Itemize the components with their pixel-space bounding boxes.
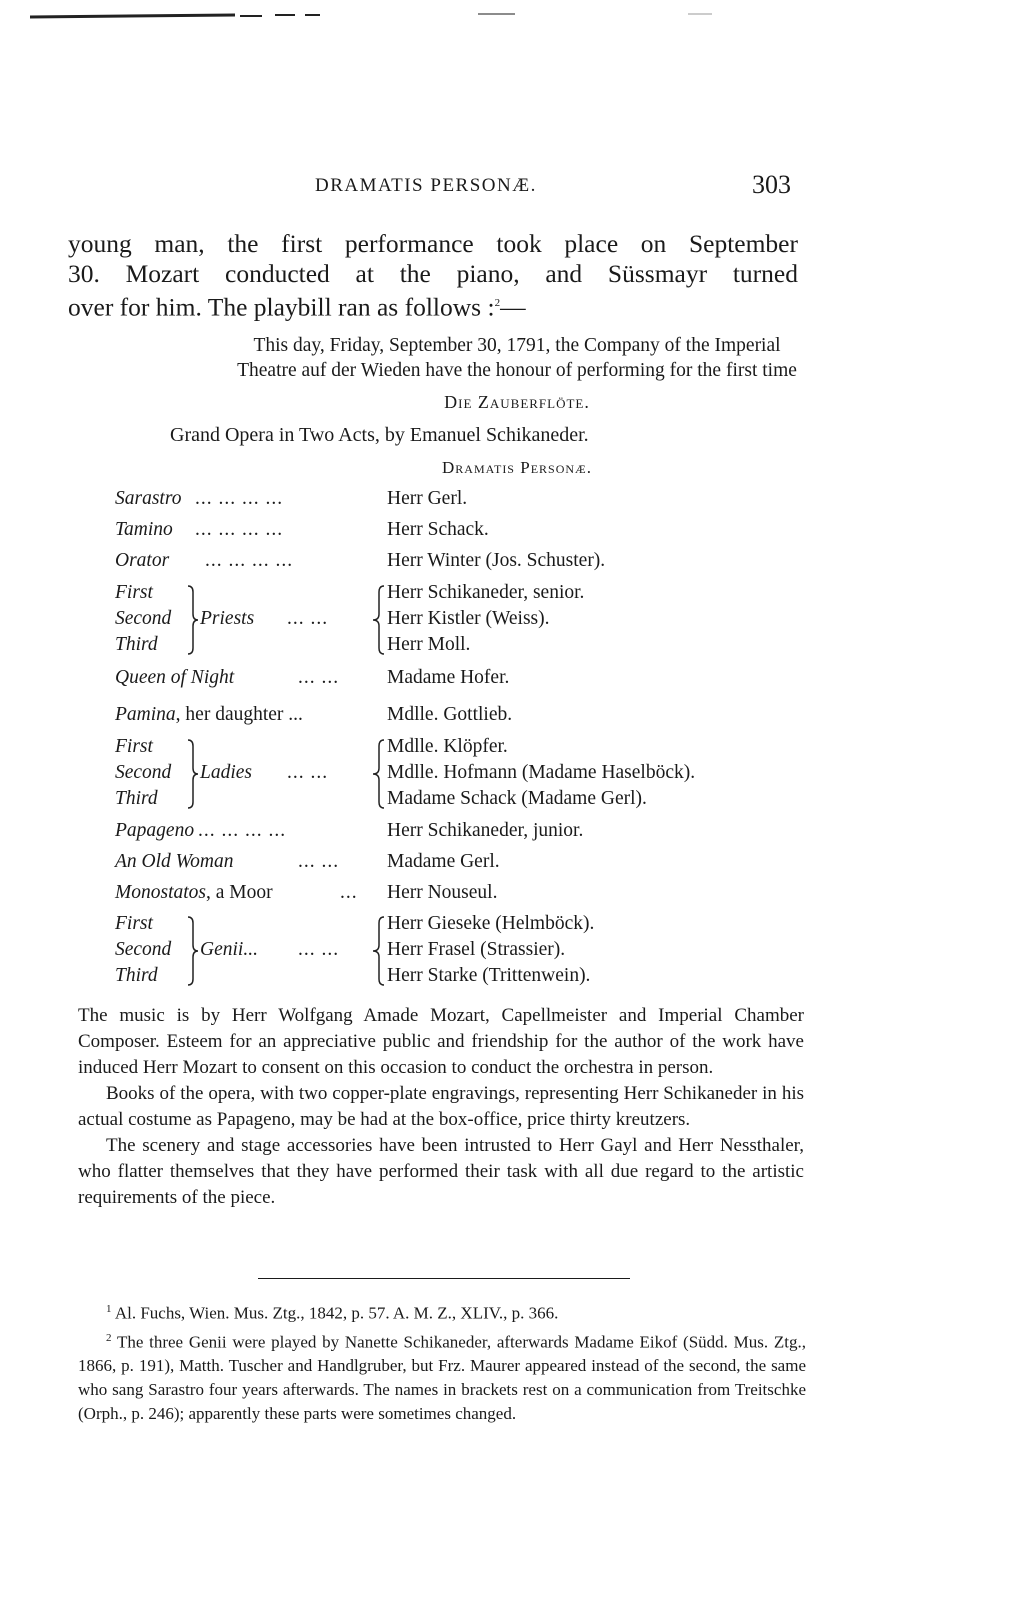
actor-name: Madame Schack (Madame Gerl).	[387, 788, 647, 809]
group-label: Priests	[200, 608, 255, 629]
leader-dots: ...	[340, 882, 358, 903]
body-text-line	[68, 287, 798, 324]
right-brace-icon	[186, 584, 200, 656]
role-name-text: Monostatos	[115, 882, 207, 903]
ordinal-label: First	[115, 582, 153, 603]
body-text-fragment: over for him. The playbill ran as follows :	[68, 292, 495, 322]
footnote-text: Al. Fuchs, Wien. Mus. Ztg., 1842, p. 57. A. M. Z., XLIV., p. 366.	[114, 1303, 559, 1323]
actor-name: Herr Kistler (Weiss).	[387, 608, 550, 629]
actor-name: Herr Frasel (Strassier).	[387, 939, 566, 960]
role-name: Tamino	[115, 519, 173, 540]
actor-name: Herr Winter (Jos. Schuster).	[387, 550, 606, 571]
role-name-text: Pamina	[115, 704, 176, 725]
actor-name: Herr Schikaneder, senior.	[387, 582, 585, 603]
footnote-divider	[258, 1278, 630, 1279]
page-number: 303	[752, 170, 791, 199]
role-name: Orator	[115, 550, 170, 571]
footnote	[78, 1297, 806, 1326]
leader-dots: ... ... ... ...	[205, 550, 294, 571]
scan-artifact-marks	[0, 0, 1034, 30]
ordinal-label: Third	[115, 788, 158, 809]
right-brace-icon	[186, 915, 200, 987]
leader-dots: ... ...	[298, 851, 340, 872]
left-brace-icon	[370, 915, 386, 987]
group-label: Genii...	[200, 939, 258, 960]
actor-name: Mdlle. Hofmann (Madame Haselböck).	[387, 762, 696, 783]
ordinal-label: Second	[115, 608, 172, 629]
leader-dots: ... ...	[298, 939, 340, 960]
actor-name: Herr Schikaneder, junior.	[387, 820, 584, 841]
role-name: An Old Woman	[115, 851, 234, 872]
leader-dots: ... ...	[298, 667, 340, 688]
role-name: Sarastro	[115, 488, 182, 509]
actor-name: Madame Hofer.	[387, 667, 510, 688]
footnote-mark: 2	[106, 1331, 112, 1344]
actor-name: Herr Moll.	[387, 634, 471, 655]
leader-dots: ... ...	[287, 762, 329, 783]
actor-name: Herr Schack.	[387, 519, 489, 540]
footnote-ref: 2	[494, 297, 501, 309]
footnote	[78, 1326, 806, 1427]
right-brace-icon	[186, 738, 200, 810]
ordinal-label: First	[115, 736, 153, 757]
left-brace-icon	[370, 738, 386, 810]
role-name: Papageno	[115, 820, 195, 841]
actor-name: Herr Starke (Trittenwein).	[387, 965, 591, 986]
playbill-announcement-line: This day, Friday, September 30, 1791, the Company of the Imperial	[253, 335, 781, 356]
leader-dots: ... ... ... ...	[195, 488, 284, 509]
leader-dots: ... ... ... ...	[195, 519, 284, 540]
role-name	[115, 882, 273, 904]
actor-name: Mdlle. Gottlieb.	[387, 704, 513, 725]
body-text-line: 30. Mozart conducted at the piano, and Süssmayr turned	[68, 259, 798, 288]
actor-name: Herr Gerl.	[387, 488, 468, 509]
playbill-closing-text	[78, 1003, 804, 1211]
actor-name: Herr Gieseke (Helmböck).	[387, 913, 595, 934]
actor-name: Herr Nouseul.	[387, 882, 498, 903]
role-description: , a Moor	[206, 882, 273, 903]
footnote-text: The three Genii were played by Nanette Schikaneder, afterwards Madame Eikof (Südd. Mus. Ztg., 1866, p. 191), Matth. Tuscher and Handlgruber, but Frz. Maurer appeared instead of the second, the same who sang Sarastro four years afterwards. The names in brackets rest on a communication from Treitschke (Orph., p. 246); apparently these parts were sometimes changed.	[78, 1332, 806, 1424]
ordinal-label: Third	[115, 634, 158, 655]
ordinal-label: Second	[115, 939, 172, 960]
body-text-line: young man, the first performance took place on September	[68, 229, 798, 258]
ordinal-label: Third	[115, 965, 158, 986]
left-brace-icon	[370, 584, 386, 656]
leader-dots: ... ... ... ...	[198, 820, 287, 841]
dash: —	[500, 292, 526, 322]
ordinal-label: First	[115, 913, 153, 934]
ordinal-label: Second	[115, 762, 172, 783]
footnotes	[78, 1297, 806, 1426]
dramatis-heading: Dramatis Personæ.	[442, 458, 592, 477]
actor-name: Mdlle. Klöpfer.	[387, 736, 508, 757]
footnote-mark: 1	[106, 1303, 112, 1315]
role-description: , her daughter ...	[175, 704, 303, 725]
paragraph: The scenery and stage accessories have been intrusted to Herr Gayl and Herr Nessthaler, who flatter themselves that they have performed their task with all due regard to the artistic requirements of the piece.	[78, 1135, 804, 1208]
role-name	[115, 704, 303, 726]
leader-dots: ... ...	[287, 608, 329, 629]
paragraph: Books of the opera, with two copper-plate engravings, representing Herr Schikaneder in his actual costume as Papageno, may be had at the box-office, price thirty kreutzers.	[78, 1083, 804, 1130]
playbill-announcement-line: Theatre auf der Wieden have the honour of performing for the first time	[237, 360, 797, 381]
running-head: DRAMATIS PERSONÆ.	[315, 175, 537, 196]
opera-title: Die Zauberflöte.	[444, 392, 590, 412]
group-label: Ladies	[200, 762, 253, 783]
actor-name: Madame Gerl.	[387, 851, 500, 872]
paragraph: The music is by Herr Wolfgang Amade Mozart, Capellmeister and Imperial Chamber Composer. Esteem for an appreciative public and friendship for the author of the work have induced Herr Mozart to consent on this occasion to conduct the orchestra in person.	[78, 1005, 804, 1078]
opera-subtitle: Grand Opera in Two Acts, by Emanuel Schikaneder.	[170, 424, 589, 446]
role-name: Queen of Night	[115, 667, 235, 688]
